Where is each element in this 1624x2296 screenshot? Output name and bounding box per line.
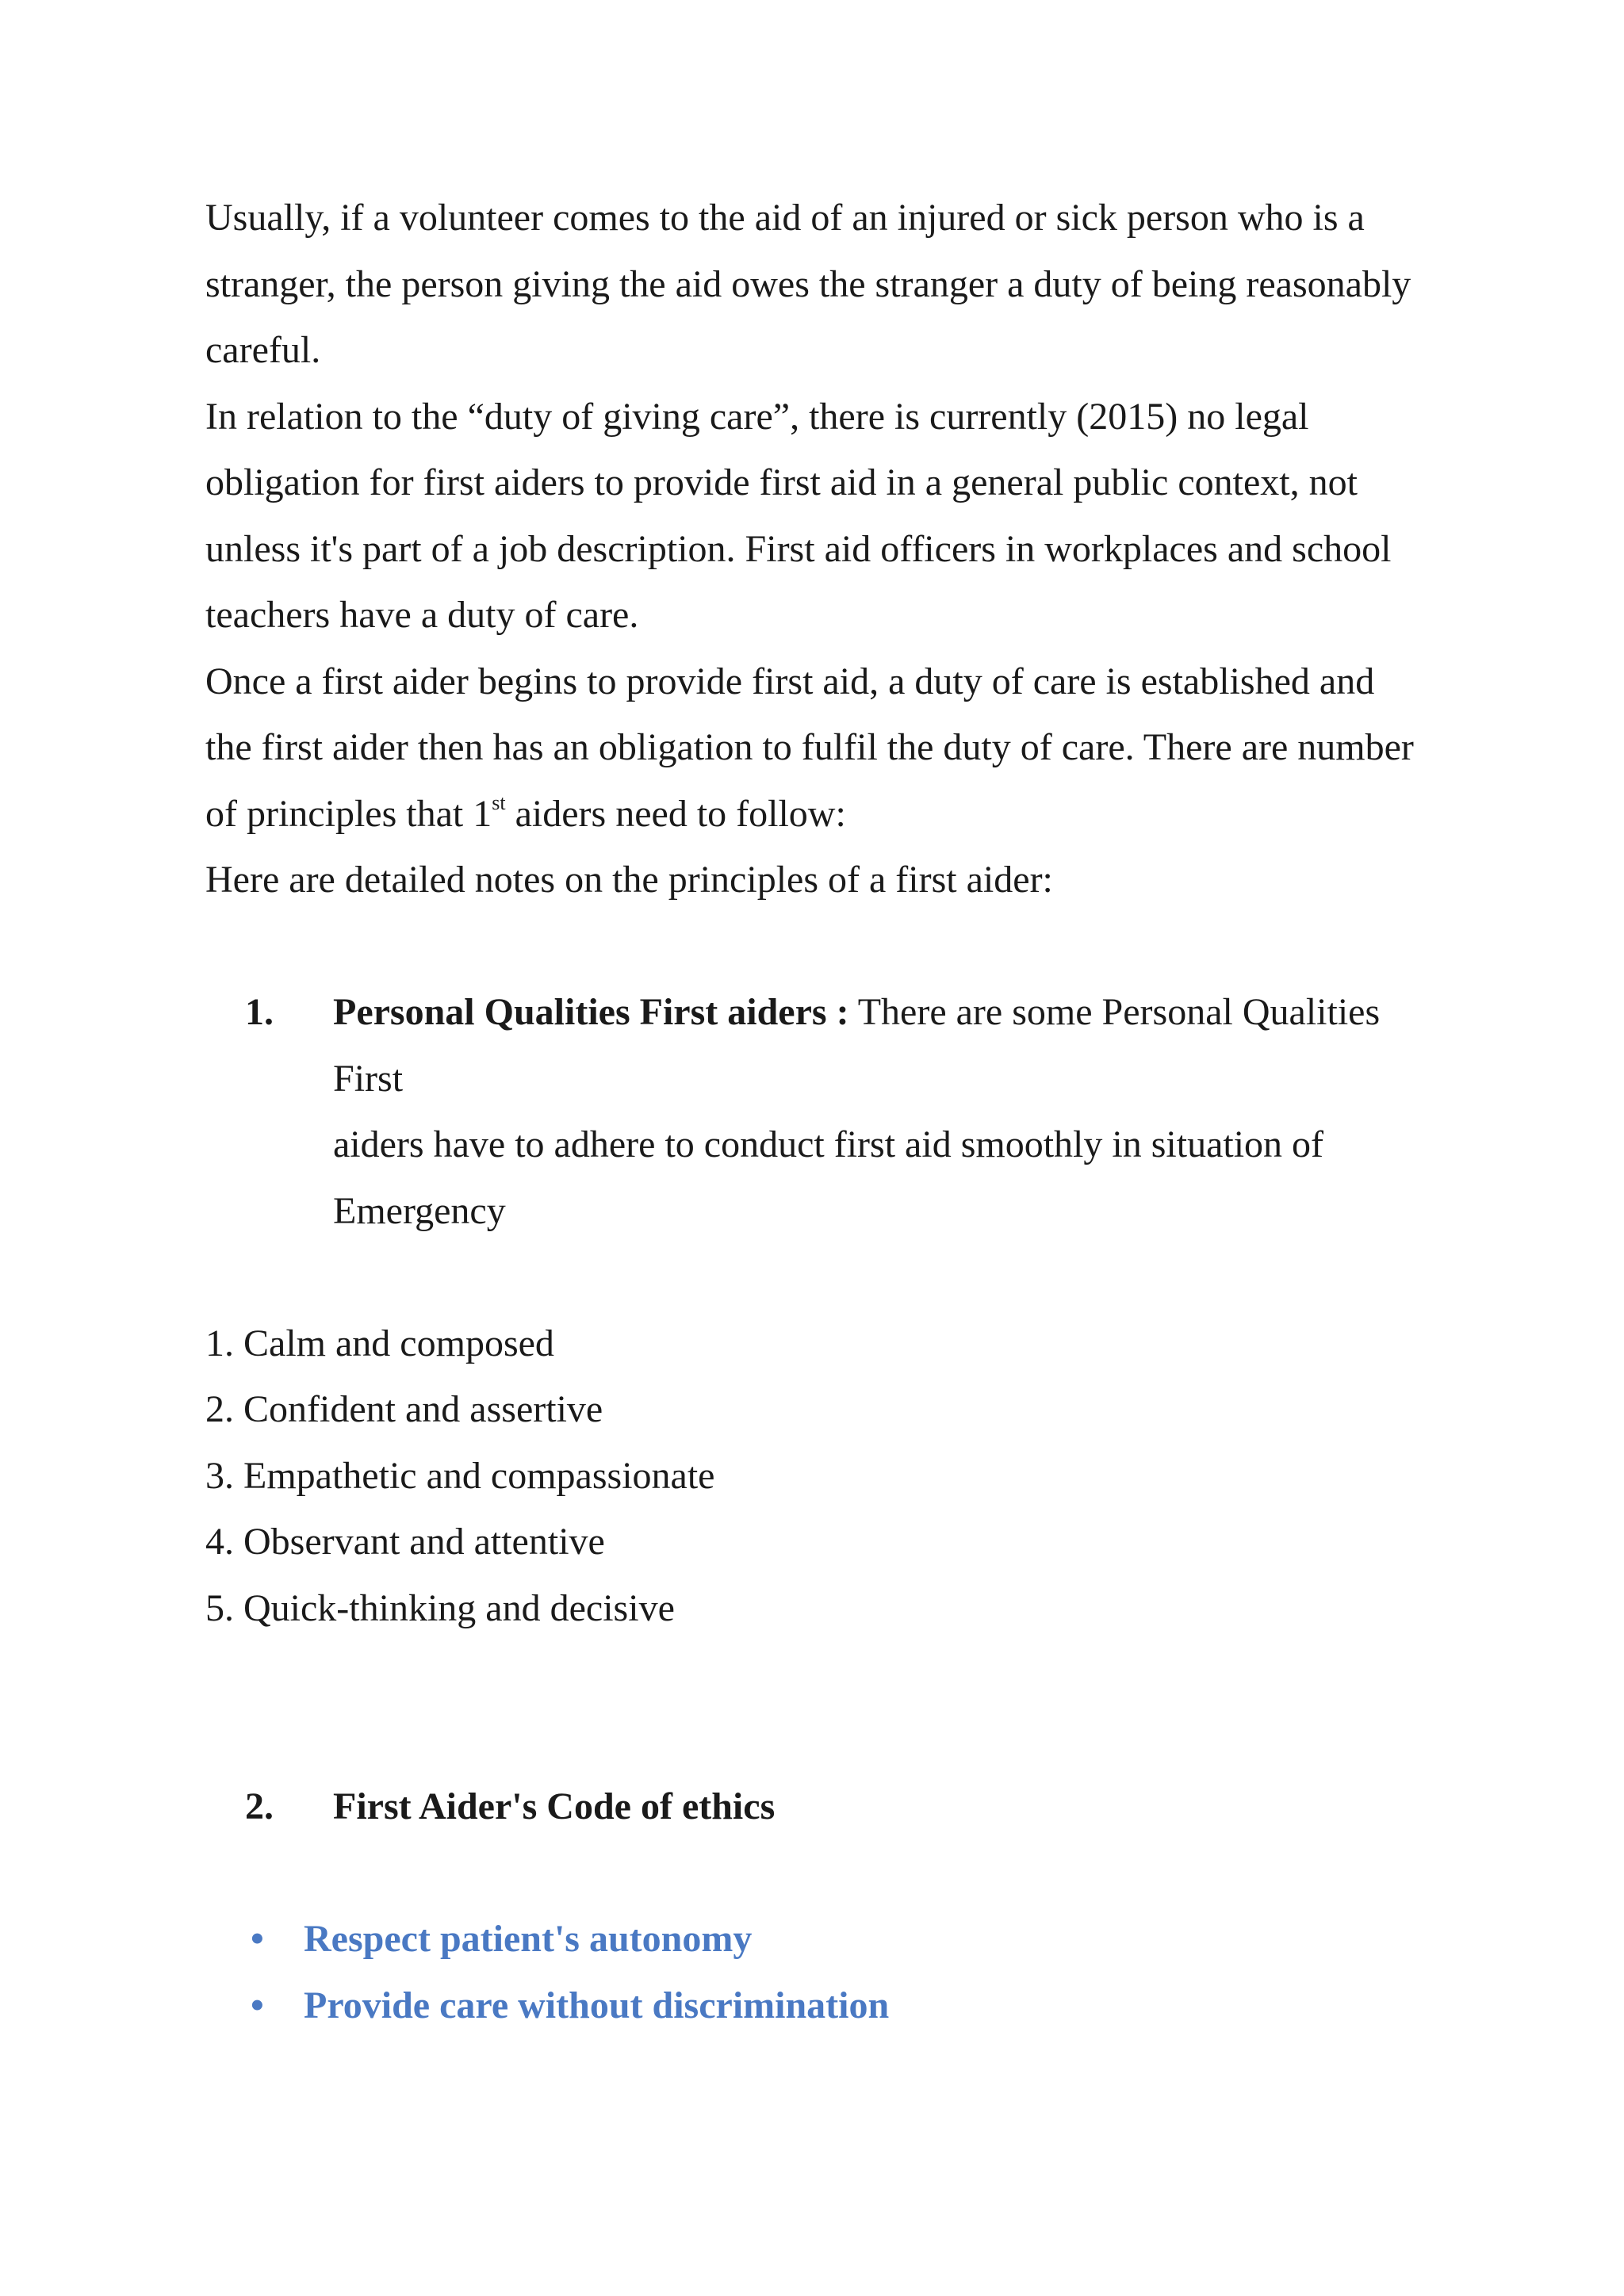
list-item xyxy=(205,1906,1442,1973)
list-item: 3. Empathetic and compassionate xyxy=(205,1454,715,1497)
list-item xyxy=(205,1973,1442,2039)
list-item-text: Respect patient's autonomy xyxy=(304,1918,753,1960)
bullet-icon: • xyxy=(251,1918,264,1960)
ethics-list xyxy=(205,1906,1442,2038)
text-line: Once a first aider begins to provide first aid, a duty of care is established and xyxy=(205,660,1375,702)
text-fragment: aiders need to follow: xyxy=(505,792,846,835)
section-number: 1. xyxy=(245,991,274,1033)
qualities-list xyxy=(205,1311,1442,1642)
section-personal-qualities xyxy=(205,979,1442,1244)
paragraph-duty-established xyxy=(205,649,1442,848)
text-line: Emergency xyxy=(333,1189,506,1232)
spacer xyxy=(205,1641,1442,1774)
text-line: careful. xyxy=(205,329,321,371)
text-line xyxy=(333,979,1442,1112)
spacer xyxy=(205,1840,1442,1907)
superscript-ordinal: st xyxy=(492,790,506,814)
paragraph-duty-of-giving-care xyxy=(205,384,1442,649)
section-heading: First Aider's Code of ethics xyxy=(333,1785,776,1827)
text-line: obligation for first aiders to provide first aid in a general public context, not xyxy=(205,461,1358,503)
paragraph-detailed-notes-intro xyxy=(205,847,1442,913)
text-fragment: of principles that 1 xyxy=(205,792,492,835)
list-item: 1. Calm and composed xyxy=(205,1322,554,1364)
text-line xyxy=(205,781,1442,848)
section-number: 2. xyxy=(245,1785,274,1827)
text-line: Usually, if a volunteer comes to the aid of an injured or sick person who is a xyxy=(205,197,1365,239)
text-line: aiders have to adhere to conduct first aid smoothly in situation of xyxy=(333,1123,1324,1165)
list-item: 4. Observant and attentive xyxy=(205,1521,605,1563)
text-line: stranger, the person giving the aid owes the stranger a duty of being reasonably xyxy=(205,262,1411,305)
paragraph-volunteer-duty xyxy=(205,185,1442,384)
spacer xyxy=(205,913,1442,980)
section-body xyxy=(333,1774,1442,1840)
list-item: 5. Quick-thinking and decisive xyxy=(205,1586,675,1629)
section-heading: Personal Qualities First aiders : xyxy=(333,991,849,1033)
text-line: Here are detailed notes on the principles of a first aider: xyxy=(205,859,1053,901)
list-item: 2. Confident and assertive xyxy=(205,1388,603,1430)
text-line: teachers have a duty of care. xyxy=(205,594,639,636)
text-line: the first aider then has an obligation to fulfil the duty of care. There are number xyxy=(205,726,1414,768)
spacer xyxy=(205,1244,1442,1311)
document-body xyxy=(205,185,1442,2038)
text-line: In relation to the “duty of giving care”, there is currently (2015) no legal xyxy=(205,395,1309,438)
text-line: unless it's part of a job description. First aid officers in workplaces and school xyxy=(205,527,1392,570)
list-item-text: Provide care without discrimination xyxy=(304,1984,890,2026)
text-fragment: There are some Personal Qualities First xyxy=(333,991,1381,1100)
section-body xyxy=(333,979,1442,1244)
section-code-of-ethics xyxy=(205,1774,1442,1840)
bullet-icon: • xyxy=(251,1984,264,2026)
